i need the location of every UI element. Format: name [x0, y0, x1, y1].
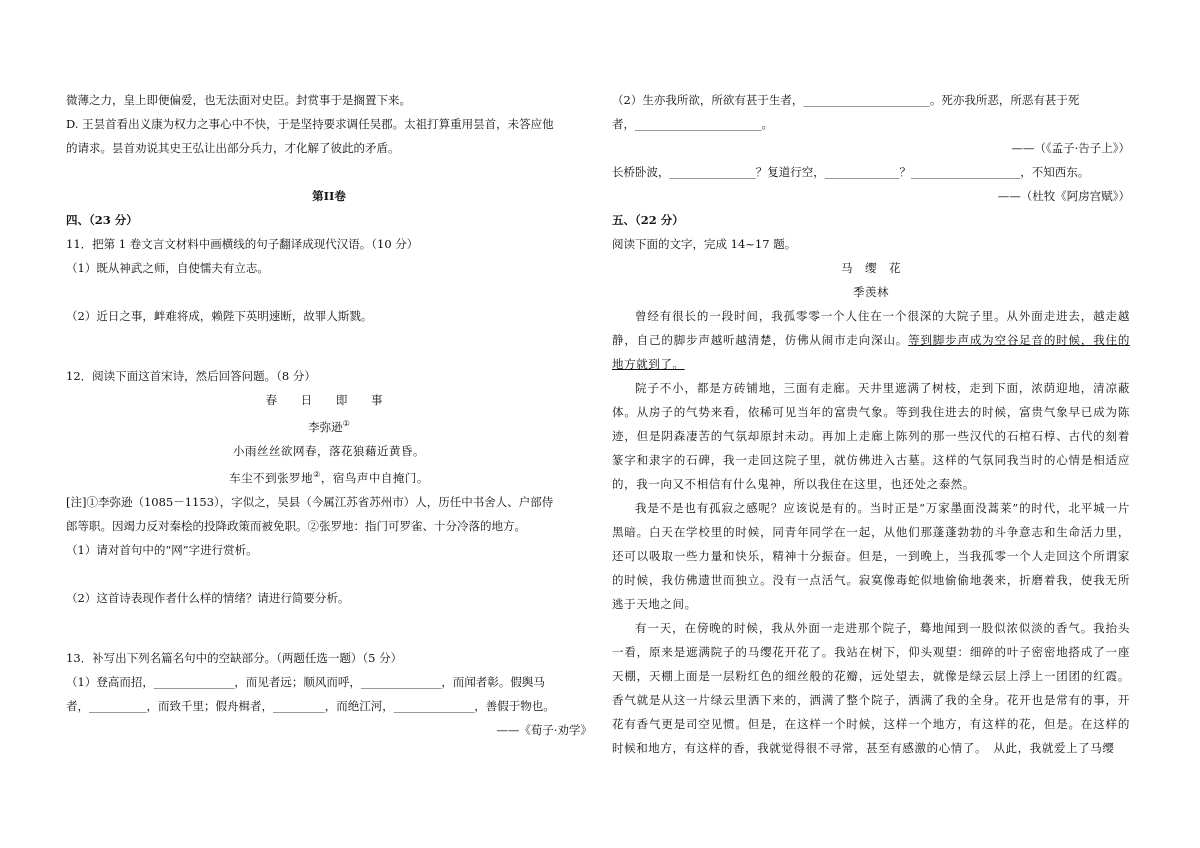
question-12-1: （1）请对首句中的“网”字进行赏析。: [66, 542, 258, 557]
section-5-heading: 五、（22 分）: [612, 213, 684, 227]
reading-instruction: 阅读下面的文字，完成 14~17 题。: [612, 237, 797, 251]
question-13-1-line-1: （1）登高而招，______________，而见者远；顺风而呼，______________，而闻者彰。假舆马: [66, 674, 545, 689]
poem-title: 春 日 即 事: [265, 393, 393, 407]
poem-note-line-1: [注]①李弥逊（1085－1153），字似之，吴县（今属江苏省苏州市）人，历任中书舍人、户部侍: [66, 494, 554, 509]
essay-title: 马 缨 花: [841, 261, 901, 275]
essay-paragraph-1: 曾经有很长的一段时间，我孤零零一个人住在一个很深的大院子里。从外面走进去，越走越静，自己的脚步声越听越清楚，仿佛从闹市走向深山。等到脚步声成为空谷足音的时候，我住的地方就到了。: [612, 309, 1130, 371]
section-4-heading: 四、（23 分）: [66, 213, 138, 227]
question-11: 11．把第 1 卷文言文材料中画横线的句子翻译成现代汉语。（10 分）: [66, 237, 419, 251]
essay-paragraph-2: 院子不小，都是方砖铺地，三面有走廊。天井里遮满了树枝，走到下面，浓荫迎地，清凉蔽体。从房子的气势来看，依稀可见当年的富贵气象。等到我住进去的时候，富贵气象早已成为陈迹，但是阴森凄苦的气氛却原封未动。再加上走廊上陈列的那一些汉代的石棺石椁、古代的刻着篆字和隶字的石碑，我一走回这院子里，就仿佛进入古墓。这样的气氛同我当时的心情是相适应的，我一向又不相信有什么鬼神，所以我住在这里，也还处之泰然。: [612, 381, 1130, 491]
left-column: [66, 88, 592, 742]
poem-line-2: 车尘不到张罗地②，宿鸟声中自掩门。: [229, 469, 429, 485]
poem-author: 李弥逊①: [308, 419, 350, 434]
right-column: [612, 88, 1130, 760]
essay-paragraph-3: 我是不是也有孤寂之感呢？应该说是有的。当时正是“万家墨面没蒿莱”的时代，北平城一片黑暗。白天在学校里的时候，同青年同学在一起，从他们那蓬蓬勃勃的斗争意志和生命活力里，还可以吸取一些力量和快乐，精神十分振奋。但是，一到晚上，当我孤零一个人走回这个所谓家的时候，我仿佛遗世而独立。没有一点活气。寂寞像毒蛇似地偷偷地袭来，折磨着我，使我无所逃于天地之间。: [612, 501, 1130, 611]
option-d-line-2: 的请求。昙首劝说其史王弘让出部分兵力，才化解了彼此的矛盾。: [66, 141, 400, 155]
question-13: 13．补写出下列名篇名句中的空缺部分。（两题任选一题）（5 分）: [66, 650, 403, 665]
question-13-1-source: ——《荀子·劝学》: [496, 722, 592, 737]
option-d-line-1: D. 王昙首看出义康为权力之事心中不快，于是坚持要求调任吴郡。太祖打算重用昙首，未答应他: [66, 117, 554, 131]
question-13-1-line-2: 者，__________，而致千里；假舟楫者，_________，而绝江河，______________，善假于物也。: [66, 698, 555, 713]
question-11-1: （1）既从神武之师，自使懦夫有立志。: [66, 261, 269, 275]
underlined-sentence: 等到脚步声成为空谷足音的时候，我住的地方就到了。: [612, 333, 1130, 371]
question-12-2: （2）这首诗表现作者什么样的情绪？请进行简要分析。: [66, 590, 350, 605]
question-12: 12．阅读下面这首宋诗，然后回答问题。（8 分）: [66, 369, 316, 383]
poem-line-1: 小雨丝丝欲网春，落花狼藉近黄昏。: [233, 443, 425, 458]
essay-author: 季羡林: [853, 285, 889, 299]
question-13-3-source: ——（杜牧《阿房宫赋》）: [997, 189, 1130, 203]
footnote-marker-1: ①: [342, 419, 350, 428]
question-13-2-line-2: 者，______________________。: [612, 117, 773, 131]
essay-paragraph-4: 有一天，在傍晚的时候，我从外面一走进那个院子，蓦地闻到一股似浓似淡的香气。我抬头一看，原来是遮满院子的马缨花开花了。我站在树下，仰头观望：细碎的叶子密密地搭成了一座天棚，天棚上面是一层粉红色的细丝般的花瓣，远处望去，就像是绿云层上浮上一团团的红霞。香气就是从这一片绿云里洒下来的，洒满了整个院子，洒满了我的全身。花开也是常有的事，开花有香气更是司空见惯。但是，在这样一个时候，这样一个地方，有这样的花，但是。在这样的时候和地方，有这样的香，我就觉得很不寻常，甚至有感激的心情了。 从此，我就爱上了马缨: [612, 621, 1130, 755]
poem-note-line-2: 郎等职。因竭力反对秦桧的投降政策而被免职。②张罗地：指门可罗雀、十分冷落的地方。: [66, 518, 526, 533]
question-13-3: 长桥卧波，_______________？复道行空，_____________？___________________，不知西东。: [612, 165, 1090, 179]
question-13-2-line-1: （2）生亦我所欲，所欲有甚于生者，______________________。死亦我所恶，所恶有甚于死: [612, 93, 1080, 107]
footnote-marker-2: ②: [313, 469, 321, 479]
question-13-2-source: ——（《孟子·告子上》）: [1011, 141, 1130, 155]
question-11-2: （2）近日之事，衅难将成，赖陛下英明速断，故罪人斯戮。: [66, 309, 373, 323]
volume-title: 第II卷: [312, 189, 346, 203]
continuation-text: 微薄之力，皇上即便偏爱，也无法面对史臣。封赏事于是搁置下来。: [66, 93, 411, 107]
